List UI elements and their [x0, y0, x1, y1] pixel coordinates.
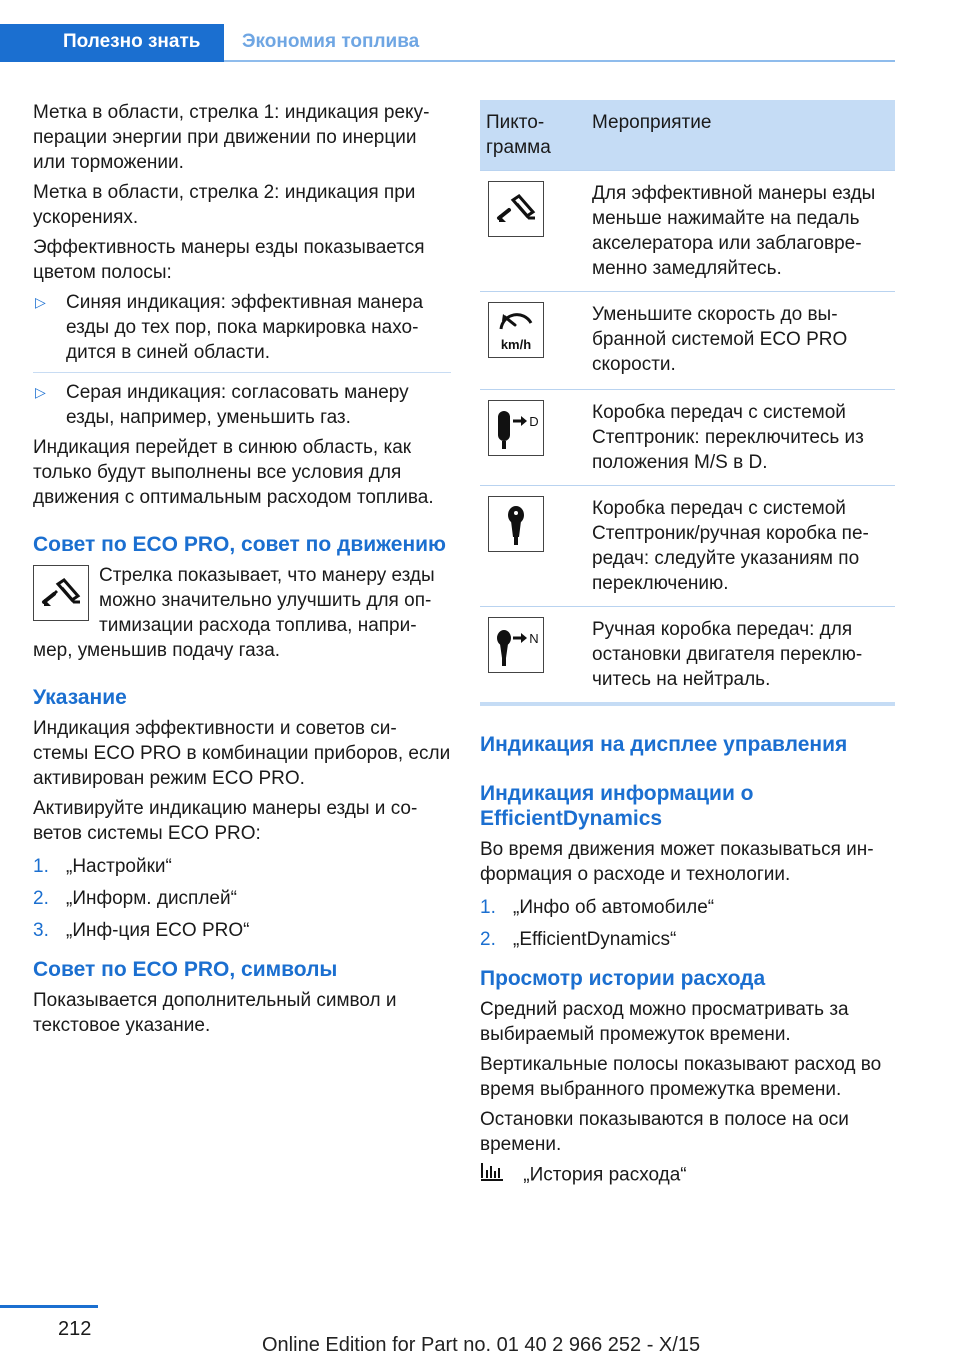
table-row	[480, 171, 895, 292]
heading-history: Просмотр истории расхода	[480, 967, 766, 990]
paragraph-note-1: Индикация эффективности и советов си‐стемы ECO PRO в комбинации приборов, если активирован режим ECO PRO.	[33, 718, 451, 789]
paragraph-history-2: Вертикальные полосы показывают расход во время выбранного промежутка времени.	[480, 1054, 882, 1100]
gear-shift-n-icon	[488, 617, 544, 673]
gear-position-label: D	[529, 414, 539, 429]
paragraph-efficient: Во время движения может показываться ин‐формация о расходе и технологии.	[480, 839, 874, 885]
paragraph-efficiency-color: Эффективность манеры езды показывается цветом полосы:	[33, 237, 425, 283]
history-menu-label: „История расхода“	[523, 1164, 687, 1186]
table-row	[480, 486, 895, 607]
paragraph-arrow-2: Метка в области, стрелка 2: индикация при ускорениях.	[33, 182, 416, 228]
paragraph-symbols: Показывается дополнительный символ и текстовое указание.	[33, 990, 397, 1036]
speed-unit-label: km/h	[500, 337, 532, 352]
heading-note: Указание	[33, 686, 127, 709]
gear-shift-icon	[488, 496, 544, 552]
efficient-steps-list	[480, 895, 895, 952]
paragraph-history-3: Остановки показываются в полосе на оси времени.	[480, 1109, 849, 1155]
heading-efficient-dynamics: Индикация информации о EfficientDynamics	[480, 782, 754, 830]
step-text: „Инфо об автомобиле“	[513, 897, 715, 918]
footer-divider	[0, 1305, 98, 1308]
table-row	[480, 607, 895, 705]
tip-block	[33, 563, 451, 663]
column-header-action: Мероприятие	[586, 100, 895, 171]
settings-steps-list	[33, 854, 451, 943]
list-item	[480, 895, 895, 920]
bar-chart-icon	[480, 1162, 504, 1189]
list-item	[33, 380, 451, 430]
left-column	[33, 100, 451, 1043]
section-tab-subsection: Экономия топлива	[242, 31, 420, 52]
triangle-bullet-icon: ▷	[35, 294, 46, 310]
step-number: 1.	[480, 897, 496, 918]
table-cell-action: Для эффективной манеры езды меньше нажимайте на педаль акселератора или заблаговре‐менно замедляйтесь.	[586, 171, 895, 292]
divider	[33, 372, 451, 373]
table-cell-action: Ручная коробка передач: для остановки двигателя переклю‐читесь на нейтраль.	[586, 607, 895, 705]
step-text: „Инф-ция ECO PRO“	[66, 920, 250, 941]
step-text: „Настройки“	[66, 856, 172, 877]
heading-eco-pro-tip: Совет по ECO PRO, совет по движению	[33, 533, 446, 556]
pedal-release-icon	[488, 181, 544, 237]
paragraph-note-2: Активируйте индикацию манеры езды и со‐ветов системы ECO PRO:	[33, 798, 418, 844]
list-item	[33, 854, 451, 879]
table-cell-action: Коробка передач с системой Стептроник: переключитесь из положения M/S в D.	[586, 390, 895, 486]
step-number: 2.	[480, 929, 496, 950]
list-item	[33, 918, 451, 943]
pictogram-table	[480, 100, 895, 706]
paragraph-blue-area: Индикация перейдет в синюю область, как только будут выполнены все условия для движения с оптимальным расходом топлива.	[33, 437, 434, 508]
tip-text: Стрелка показывает, что манеру езды можно значительно улучшить для оп‐тимизации расхода топлива, напри‐мер, уменьшив подачу газа.	[33, 565, 435, 661]
gear-shift-d-icon	[488, 400, 544, 456]
edition-note: Online Edition for Part no. 01 40 2 966 252 - X/15	[262, 1334, 701, 1356]
table-row	[480, 292, 895, 390]
step-number: 1.	[33, 856, 49, 877]
speed-reduce-icon	[488, 302, 544, 358]
triangle-bullet-icon: ▷	[35, 384, 46, 400]
table-row	[480, 390, 895, 486]
right-column	[480, 100, 895, 1194]
step-number: 2.	[33, 888, 49, 909]
page-header	[0, 24, 895, 62]
page-number: 212	[58, 1318, 92, 1340]
heading-display: Индикация на дисплее управления	[480, 733, 848, 756]
step-number: 3.	[33, 920, 49, 941]
list-item	[480, 927, 895, 952]
gear-position-label: N	[529, 631, 539, 646]
step-text: „Информ. дисплей“	[66, 888, 237, 909]
table-cell-action: Коробка передач с системой Стептроник/ручная коробка пе‐редач: следуйте указаниям по переключению.	[586, 486, 895, 607]
paragraph-history-1: Средний расход можно просматривать за выбираемый промежуток времени.	[480, 999, 849, 1045]
pedal-release-icon	[33, 565, 89, 621]
heading-eco-pro-symbols: Совет по ECO PRO, символы	[33, 958, 338, 981]
paragraph-arrow-1: Метка в области, стрелка 1: индикация реку‐перации энергии при движении по инерции или торможении.	[33, 102, 430, 173]
step-text: „EfficientDynamics“	[513, 929, 677, 950]
column-header-pictogram: Пикто‐грамма	[480, 100, 586, 171]
header-divider	[224, 60, 895, 62]
list-item	[33, 886, 451, 911]
table-cell-action: Уменьшите скорость до вы‐бранной системой ECO PRO скорости.	[586, 292, 895, 390]
section-tab-active: Полезно знать	[0, 24, 224, 62]
bullet-text: Синяя индикация: эффективная манера езды до тех пор, пока маркировка нахо‐дится в синей области.	[66, 292, 424, 363]
history-menu-entry	[480, 1162, 895, 1189]
table-header-row	[480, 100, 895, 171]
bullet-text: Серая индикация: согласовать манеру езды, например, уменьшить газ.	[66, 382, 409, 428]
list-item	[33, 290, 451, 365]
